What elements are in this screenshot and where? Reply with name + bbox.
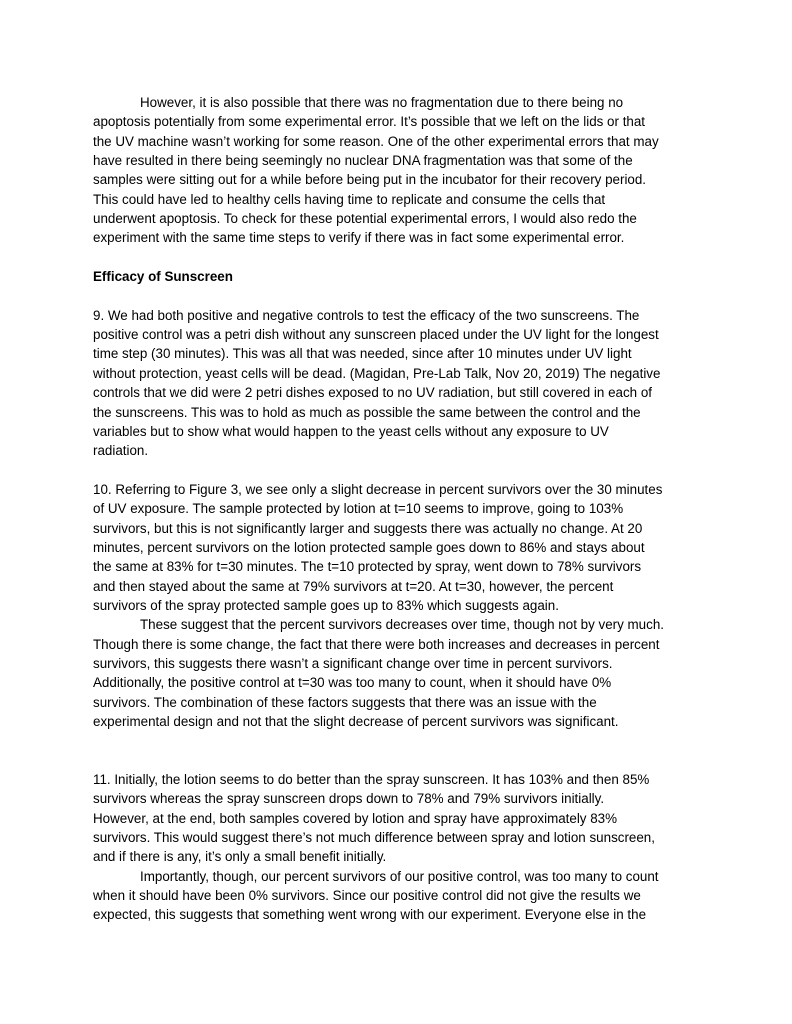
text-line: 9. We had both positive and negative controls to test the efficacy of the two sunscreens. The bbox=[93, 307, 640, 323]
text-line: have resulted in there being seemingly no nuclear DNA fragmentation was that some of the bbox=[93, 153, 633, 169]
paragraph-apoptosis-errors bbox=[93, 93, 703, 248]
text-line: expected, this suggests that something went wrong with our experiment. Everyone else in the bbox=[93, 907, 647, 923]
text-line: and then stayed about the same at 79% survivors at t=20. At t=30, however, the percent bbox=[93, 578, 614, 594]
blank-line bbox=[93, 248, 703, 267]
text-line: This could have led to healthy cells having time to replicate and consume the cells that bbox=[93, 191, 606, 207]
blank-lines bbox=[93, 731, 703, 770]
text-line: apoptosis potentially from some experimental error. It’s possible that we left on the lids or that bbox=[93, 114, 646, 130]
text-line: underwent apoptosis. To check for these potential experimental errors, I would also redo the bbox=[93, 211, 637, 227]
text-line: 10. Referring to Figure 3, we see only a slight decrease in percent survivors over the 30 minutes bbox=[93, 481, 663, 497]
answer-9 bbox=[93, 306, 703, 461]
text-line: survivors, this suggests there wasn’t a significant change over time in percent survivors. bbox=[93, 655, 613, 671]
text-line: However, at the end, both samples covered by lotion and spray have approximately 83% bbox=[93, 810, 618, 826]
text-line: when it should have been 0% survivors. Since our positive control did not give the results we bbox=[93, 888, 641, 904]
answer-10-paragraph-1 bbox=[93, 480, 703, 615]
text-line: controls that we did were 2 petri dishes exposed to no UV radiation, but still covered in each of bbox=[93, 385, 653, 401]
section-heading: Efficacy of Sunscreen bbox=[93, 269, 233, 285]
answer-10-paragraph-2 bbox=[93, 615, 703, 731]
text-line: survivors whereas the spray sunscreen drops down to 78% and 79% survivors initially. bbox=[93, 791, 605, 807]
document-page bbox=[93, 93, 703, 925]
text-line: without protection, yeast cells will be dead. (Magidan, Pre-Lab Talk, Nov 20, 2019) The negative bbox=[93, 365, 661, 381]
text-line: experiment with the same time steps to verify if there was in fact some experimental error. bbox=[93, 230, 625, 246]
text-line: the same at 83% for t=30 minutes. The t=10 protected by spray, went down to 78% survivors bbox=[93, 559, 642, 575]
text-line: 11. Initially, the lotion seems to do better than the spray sunscreen. It has 103% and then 85% bbox=[93, 772, 650, 788]
text-line: These suggest that the percent survivors decreases over time, though not by very much. bbox=[140, 617, 664, 633]
text-line: survivors, but this is not significantly larger and suggests there was actually no change. At 20 bbox=[93, 520, 643, 536]
text-line: of UV exposure. The sample protected by lotion at t=10 seems to improve, going to 103% bbox=[93, 501, 624, 517]
text-line: Though there is some change, the fact that there were both increases and decreases in percent bbox=[93, 636, 660, 652]
answer-11-paragraph-2 bbox=[93, 867, 703, 925]
answer-11-paragraph-1 bbox=[93, 770, 703, 867]
text-line: positive control was a petri dish without any sunscreen placed under the UV light for the longest bbox=[93, 327, 659, 343]
text-line: the UV machine wasn’t working for some reason. One of the other experimental errors that may bbox=[93, 133, 659, 149]
text-line: samples were sitting out for a while before being put in the incubator for their recovery period. bbox=[93, 172, 647, 188]
text-line: minutes, percent survivors on the lotion protected sample goes down to 86% and stays about bbox=[93, 539, 645, 555]
text-line: the sunscreens. This was to hold as much as possible the same between the control and the bbox=[93, 404, 641, 420]
text-line: time step (30 minutes). This was all that was needed, since after 10 minutes under UV light bbox=[93, 346, 632, 362]
text-line: experimental design and not that the slight decrease of percent survivors was significant. bbox=[93, 714, 619, 729]
text-line: However, it is also possible that there was no fragmentation due to there being no bbox=[140, 95, 624, 110]
text-line: survivors. This would suggest there’s not much difference between spray and lotion sunscreen, bbox=[93, 830, 655, 846]
text-line: Importantly, though, our percent survivors of our positive control, was too many to count bbox=[140, 868, 659, 884]
text-line: survivors of the spray protected sample goes up to 83% which suggests again. bbox=[93, 597, 559, 613]
blank-line bbox=[93, 286, 703, 305]
text-line: radiation. bbox=[93, 443, 149, 459]
text-line: variables but to show what would happen to the yeast cells without any exposure to UV bbox=[93, 423, 609, 439]
text-line: survivors. The combination of these factors suggests that there was an issue with the bbox=[93, 694, 597, 710]
text-line: Additionally, the positive control at t=30 was too many to count, when it should have 0% bbox=[93, 675, 612, 691]
blank-line bbox=[93, 461, 703, 480]
text-line: and if there is any, it’s only a small benefit initially. bbox=[93, 849, 387, 865]
